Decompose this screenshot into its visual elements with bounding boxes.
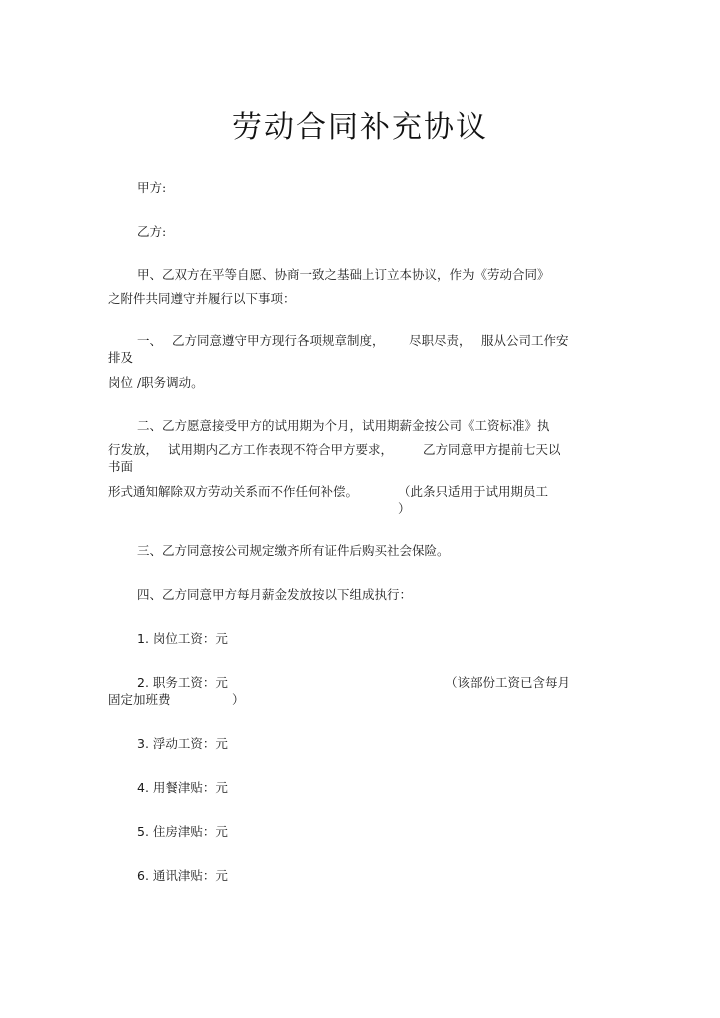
salary-item-number: 5 — [137, 824, 145, 839]
intro-line-1: 甲、乙双方在平等自愿、协商一致之基础上订立本协议，作为《劳动合同》 — [137, 267, 550, 282]
salary-item-label: . 职务工资：元 — [144, 675, 228, 690]
clause-1-part-b: 尽职尽责， — [409, 333, 472, 348]
salary-item-number: 2 — [137, 675, 145, 690]
clause-1-number: 一、 — [137, 333, 163, 348]
clause-3: 三、乙方同意按公司规定缴齐所有证件后购买社会保险。 — [137, 543, 450, 558]
salary-item-number: 1 — [137, 631, 145, 646]
salary-item-label: . 通讯津贴：元 — [144, 868, 228, 883]
salary-item — [137, 675, 228, 691]
salary-item-label: . 用餐津贴：元 — [144, 780, 228, 795]
salary-item — [137, 824, 228, 840]
clause-2-line-4b: （此条只适用于试用期员工 — [398, 484, 549, 499]
intro-line-2: 之附件共同遵守并履行以下事项： — [108, 291, 296, 306]
clause-1-part-c: 服从公司工作安 — [481, 333, 569, 348]
salary-item-note: （该部份工资已含每月 — [445, 675, 571, 690]
party-a-label: 甲方: — [137, 180, 167, 195]
clause-2-line-2a: 行发放， — [108, 442, 159, 457]
salary-item — [137, 631, 228, 647]
clause-1-part-a: 乙方同意遵守甲方现行各项规章制度， — [172, 333, 385, 348]
clause-2-line-2b: 试用期内乙方工作表现不符合甲方要求， — [168, 442, 394, 457]
salary-item-number: 3 — [137, 736, 145, 751]
clause-1-line-2: 排及 — [108, 350, 134, 365]
clause-4: 四、乙方同意甲方每月薪金发放按以下组成执行： — [137, 587, 413, 602]
salary-item-note-cont: 固定加班费 — [108, 692, 171, 707]
clause-2-line-3: 书面 — [108, 459, 134, 474]
salary-item-number: 6 — [137, 868, 145, 883]
clause-2-line-2c: 乙方同意甲方提前七天以 — [423, 442, 561, 457]
clause-2-line-5: ） — [398, 501, 411, 516]
salary-item-note-close: ） — [232, 692, 245, 707]
clause-1-line-3: 岗位 /职务调动。 — [108, 375, 204, 390]
clause-2-line-4a: 形式通知解除双方劳动关系而不作任何补偿。 — [108, 484, 359, 499]
clause-2-line-1: 二、乙方愿意接受甲方的试用期为个月，试用期薪金按公司《工资标准》执 — [137, 418, 550, 433]
salary-item-number: 4 — [137, 780, 145, 795]
document-title: 劳动合同补充协议 — [232, 110, 488, 145]
salary-item-label: . 住房津贴：元 — [144, 824, 228, 839]
salary-item — [137, 780, 228, 796]
party-b-label: 乙方: — [137, 224, 167, 239]
salary-item-label: . 浮动工资：元 — [144, 736, 228, 751]
salary-item — [137, 736, 228, 752]
salary-item — [137, 868, 228, 884]
salary-item-label: . 岗位工资：元 — [144, 631, 228, 646]
